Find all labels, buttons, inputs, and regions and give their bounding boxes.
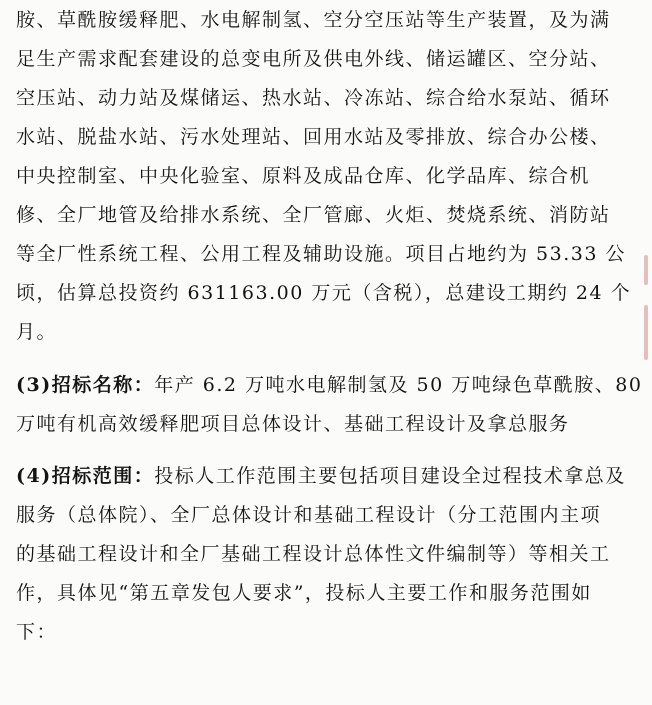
section-4-line-3: 的基础工程设计和全厂基础工程设计总体性文件编制等）等相关工 xyxy=(16,543,611,565)
paragraph-line-2: 足生产需求配套建设的总变电所及供电外线、储运罐区、空分站、 xyxy=(16,48,611,70)
section-3-line-1 xyxy=(16,373,642,397)
section-4-line-2: 服务（总体院）、全厂总体设计和基础工程设计（分工范围内主项 xyxy=(16,504,602,526)
paragraph-line-6: 修、全厂地管及给排水系统、全厂管廊、火炬、焚烧系统、消防站 xyxy=(16,204,611,226)
paragraph-line-4: 水站、脱盐水站、污水处理站、回用水站及零排放、综合办公楼、 xyxy=(16,126,611,148)
seal-edge-mark xyxy=(644,255,648,285)
seal-edge-mark xyxy=(644,305,648,360)
paragraph-line-7: 等全厂性系统工程、公用工程及辅助设施。项目占地约为 53.33 公 xyxy=(16,243,626,265)
section-4-line-5: 下： xyxy=(16,621,58,643)
paragraph-line-1: 胺、草酰胺缓释肥、水电解制氢、空分空压站等生产装置，及为满 xyxy=(16,9,611,31)
section-4-text: 投标人工作范围主要包括项目建设全过程技术拿总及 xyxy=(154,465,626,487)
paragraph-line-8: 顷，估算总投资约 631163.00 万元（含税），总建设工期约 24 个 xyxy=(16,282,632,304)
section-4-line-4: 作，具体见“第五章发包人要求”，投标人主要工作和服务范围如 xyxy=(16,582,592,604)
paragraph-line-3: 空压站、动力站及煤储运、热水站、冷冻站、综合给水泵站、循环 xyxy=(16,87,611,109)
section-4-line-1 xyxy=(16,464,626,488)
paragraph-line-9: 月。 xyxy=(16,321,58,343)
section-3-line-2: 万吨有机高效缓释肥项目总体设计、基础工程设计及拿总服务 xyxy=(16,413,570,435)
paragraph-line-5: 中央控制室、中央化验室、原料及成品仓库、化学品库、综合机 xyxy=(16,165,591,187)
section-3-text: 年产 6.2 万吨水电解制氢及 50 万吨绿色草酰胺、80 xyxy=(154,374,643,396)
section-4-label: (4)招标范围： xyxy=(16,465,155,487)
section-3-label: (3)招标名称： xyxy=(16,374,155,396)
